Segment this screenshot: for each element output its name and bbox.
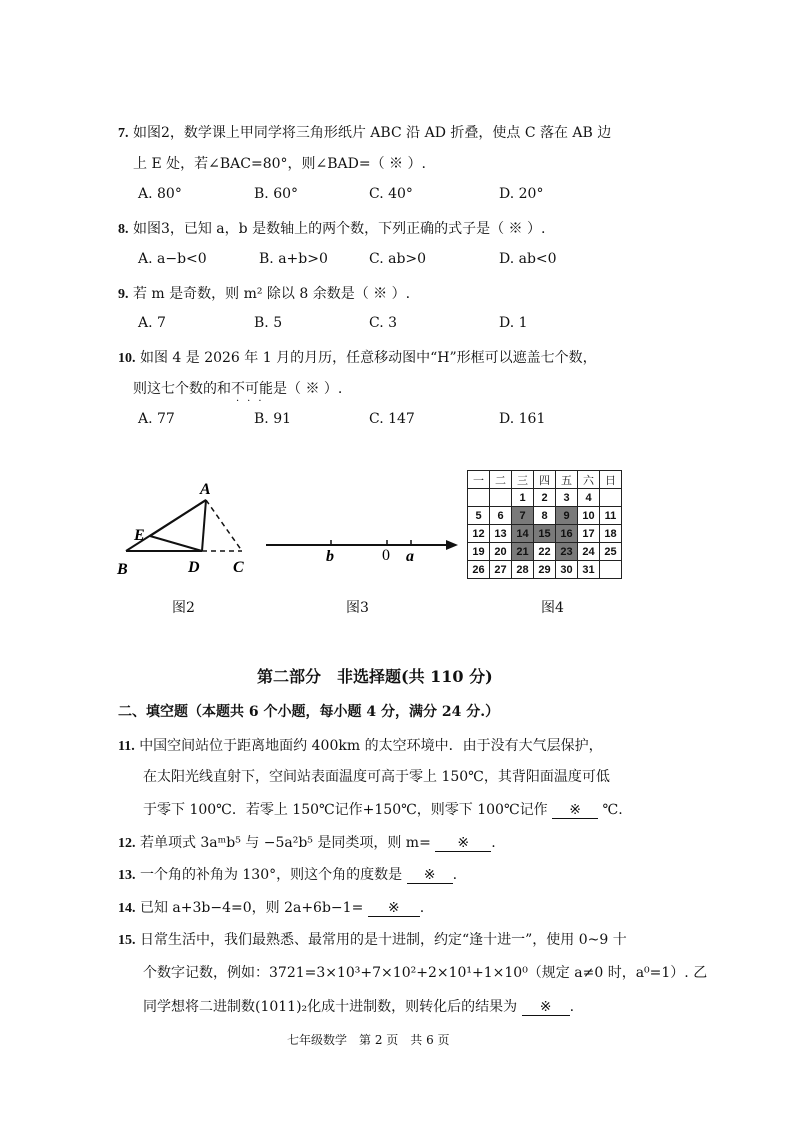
q13-answer-blank[interactable]: ※ <box>407 867 453 884</box>
q8-text1: 如图3，已知 a，b 是数轴上的两个数，下列正确的式子是（ ※ ）. <box>132 221 546 237</box>
q11-line1 <box>118 735 603 755</box>
q9-option-d: D. 1 <box>499 315 528 331</box>
q14-answer-blank[interactable]: ※ <box>368 900 420 917</box>
calendar-header-cell: 二 <box>490 471 512 489</box>
q8-line1 <box>118 218 545 238</box>
q10-option-b: B. 91 <box>254 411 292 427</box>
q10-option-a: A. 77 <box>138 411 175 427</box>
calendar-day-cell: 20 <box>490 543 512 561</box>
calendar-day-cell: 9 <box>556 507 578 525</box>
calendar-day-cell: 5 <box>468 507 490 525</box>
calendar-header-cell: 一 <box>468 471 490 489</box>
calendar-day-cell: 24 <box>578 543 600 561</box>
q11-number: 11. <box>118 739 135 754</box>
calendar-header-cell: 四 <box>534 471 556 489</box>
label-E: E <box>134 527 145 544</box>
q9-option-b: B. 5 <box>254 315 283 331</box>
q15-line3 <box>143 996 574 1016</box>
calendar-day-cell: 16 <box>556 525 578 543</box>
figure-4-calendar <box>467 470 622 579</box>
q12-text: 若单项式 3aᵐb⁵ 与 −5a²b⁵ 是同类项，则 m= <box>139 835 431 851</box>
q11-line2: 在太阳光线直射下，空间站表面温度可高于零上 150℃，其背阳面温度可低 <box>143 769 610 785</box>
section-title: 二、填空题（本题共 6 个小题，每小题 4 分，满分 24 分.） <box>118 704 500 720</box>
q11-text3: 于零下 100℃．若零上 150℃记作+150℃，则零下 100℃记作 <box>143 802 548 818</box>
calendar-day-cell: 22 <box>534 543 556 561</box>
calendar-day-cell: 13 <box>490 525 512 543</box>
calendar-day-cell: 25 <box>600 543 622 561</box>
q13-text: 一个角的补角为 130°，则这个角的度数是 <box>139 867 403 883</box>
calendar-day-cell: 3 <box>556 489 578 507</box>
q7-option-c: C. 40° <box>369 186 413 202</box>
q12-end: . <box>491 835 496 851</box>
page-footer: 七年级数学 第 2 页 共 6 页 <box>287 1033 450 1047</box>
q10-line2: 则这七个数的和不可能是（ ※ ）. <box>133 381 343 397</box>
q8-number: 8. <box>118 222 129 237</box>
q12-answer-blank[interactable]: ※ <box>435 835 491 852</box>
calendar-day-cell: 23 <box>556 543 578 561</box>
label-b: b <box>326 548 334 565</box>
q7-option-b: B. 60° <box>254 186 299 202</box>
emphasis-dots: ··· <box>236 396 270 407</box>
q8-option-d: D. ab<0 <box>499 251 557 267</box>
calendar-day-cell: 7 <box>512 507 534 525</box>
q11-unit: ℃. <box>602 802 623 818</box>
q7-option-a: A. 80° <box>138 186 182 202</box>
figure-2-triangle <box>112 472 262 582</box>
figure-2-caption: 图2 <box>172 600 195 616</box>
q15-text3: 同学想将二进制数(1011)₂化成十进制数，则转化后的结果为 <box>143 999 518 1015</box>
figure-3-number-line <box>262 530 462 570</box>
q14-text: 已知 a+3b−4=0，则 2a+6b−1= <box>139 900 364 916</box>
calendar-day-cell: 14 <box>512 525 534 543</box>
calendar-day-cell: 12 <box>468 525 490 543</box>
q8-option-a: A. a−b<0 <box>138 251 207 267</box>
calendar-day-cell: 18 <box>600 525 622 543</box>
calendar-day-cell <box>600 489 622 507</box>
calendar-day-cell: 10 <box>578 507 600 525</box>
calendar-day-cell: 19 <box>468 543 490 561</box>
label-zero: 0 <box>382 547 390 564</box>
calendar-day-cell: 31 <box>578 561 600 579</box>
label-a: a <box>406 548 414 565</box>
calendar-day-cell: 2 <box>534 489 556 507</box>
figure-3-caption: 图3 <box>346 600 369 616</box>
calendar-day-cell <box>468 489 490 507</box>
calendar-header-cell: 日 <box>600 471 622 489</box>
q14-number: 14. <box>118 901 136 916</box>
q10-option-d: D. 161 <box>499 411 546 427</box>
q13-number: 13. <box>118 868 136 883</box>
calendar-day-cell: 6 <box>490 507 512 525</box>
q9-line1 <box>118 283 410 303</box>
q10-option-c: C. 147 <box>369 411 415 427</box>
q15-line1 <box>118 929 627 949</box>
calendar-day-cell: 26 <box>468 561 490 579</box>
q15-number: 15. <box>118 933 136 948</box>
calendar-day-cell: 30 <box>556 561 578 579</box>
q15-text1: 日常生活中，我们最熟悉、最常用的是十进制，约定“逢十进一”，使用 0~9 十 <box>139 932 627 948</box>
calendar-day-cell <box>490 489 512 507</box>
q11-text1: 中国空间站位于距离地面约 400km 的太空环境中．由于没有大气层保护， <box>139 738 603 754</box>
label-C: C <box>233 559 244 576</box>
label-A: A <box>200 481 211 498</box>
calendar-header-cell: 三 <box>512 471 534 489</box>
calendar-day-cell <box>600 561 622 579</box>
calendar-day-cell: 29 <box>534 561 556 579</box>
q10-line1 <box>118 347 597 367</box>
q11-answer-blank[interactable]: ※ <box>552 802 598 819</box>
q9-option-a: A. 7 <box>138 315 166 331</box>
q8-option-b: B. a+b>0 <box>259 251 328 267</box>
calendar-day-cell: 17 <box>578 525 600 543</box>
calendar-header-cell: 五 <box>556 471 578 489</box>
calendar-day-cell: 21 <box>512 543 534 561</box>
q14-end: . <box>419 900 425 916</box>
q10-number: 10. <box>118 351 136 366</box>
q10-text1: 如图 4 是 2026 年 1 月的月历，任意移动图中“H”形框可以遮盖七个数， <box>139 350 597 366</box>
calendar-day-cell: 4 <box>578 489 600 507</box>
q15-answer-blank[interactable]: ※ <box>522 999 570 1016</box>
calendar-day-cell: 15 <box>534 525 556 543</box>
q9-text1: 若 m 是奇数，则 m² 除以 8 余数是（ ※ ）. <box>132 286 411 302</box>
calendar-day-cell: 8 <box>534 507 556 525</box>
q12-line <box>118 832 496 852</box>
q13-end: . <box>452 867 458 883</box>
q7-option-d: D. 20° <box>499 186 544 202</box>
calendar-day-cell: 28 <box>512 561 534 579</box>
q12-number: 12. <box>118 836 136 851</box>
label-B: B <box>117 561 128 578</box>
q15-end: . <box>569 999 575 1015</box>
q13-line <box>118 864 457 884</box>
q14-line <box>118 897 424 917</box>
q7-number: 7. <box>118 126 129 141</box>
q9-option-c: C. 3 <box>369 315 398 331</box>
calendar-header-cell: 六 <box>578 471 600 489</box>
q7-text1: 如图2，数学课上甲同学将三角形纸片 ABC 沿 AD 折叠，使点 C 落在 AB 边 <box>132 125 612 141</box>
calendar-day-cell: 1 <box>512 489 534 507</box>
calendar-day-cell: 11 <box>600 507 622 525</box>
q7-line1 <box>118 122 611 142</box>
q9-number: 9. <box>118 287 129 302</box>
q15-line2: 个数字记数，例如：3721=3×10³+7×10²+2×10¹+1×10⁰（规定 a≠0 时，a⁰=1）. 乙 <box>143 965 708 981</box>
q7-line2: 上 E 处，若∠BAC=80°，则∠BAD=（ ※ ）. <box>133 156 426 172</box>
part2-title: 第二部分 非选择题(共 110 分) <box>257 667 493 686</box>
calendar-day-cell: 27 <box>490 561 512 579</box>
q8-option-c: C. ab>0 <box>369 251 427 267</box>
label-D: D <box>188 559 200 576</box>
figure-4-caption: 图4 <box>541 600 564 616</box>
q11-line3 <box>143 799 623 819</box>
